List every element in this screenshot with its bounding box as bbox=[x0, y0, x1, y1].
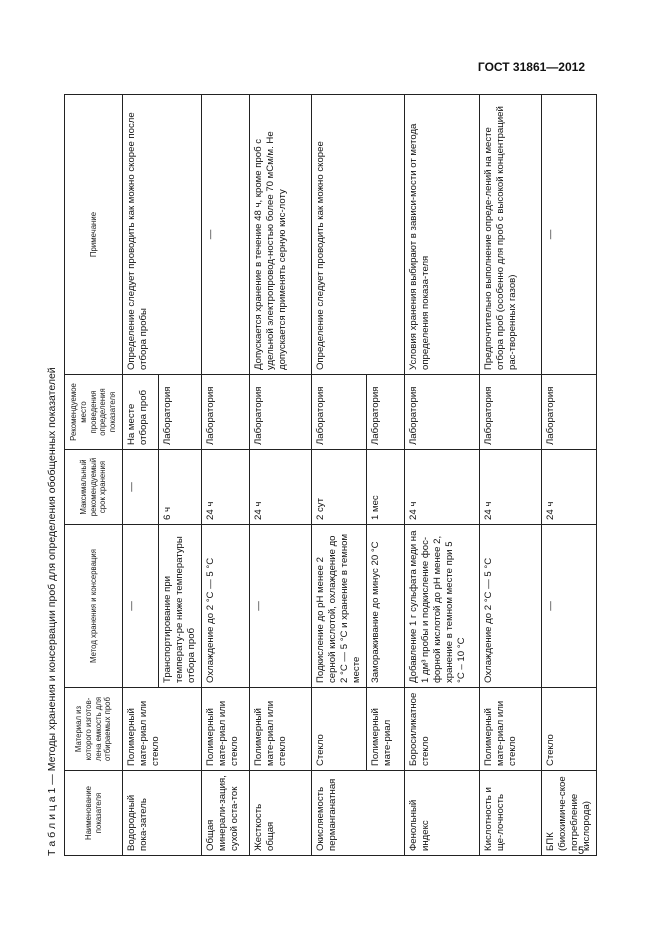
cell-material: Боросиликатное стекло bbox=[404, 688, 479, 771]
cell-material: Полимерный мате-риал или стекло bbox=[249, 688, 311, 771]
header-method: Метод хранения и консервация bbox=[65, 525, 123, 688]
table-row bbox=[123, 95, 159, 856]
cell-term: — bbox=[123, 450, 159, 525]
cell-name: Водородный пока-затель bbox=[123, 771, 202, 856]
cell-name: Кислотность и ще-лочность bbox=[479, 771, 541, 856]
header-place: Рекомендуемое место проведения определения показателя bbox=[65, 375, 123, 450]
cell-material: Полимерный мате-риал или стекло bbox=[479, 688, 541, 771]
table-header-row bbox=[65, 95, 123, 856]
cell-term: 1 мес bbox=[366, 450, 404, 525]
header-term: Максимальный рекомендуемый срок хранения bbox=[65, 450, 123, 525]
table-row bbox=[201, 95, 249, 856]
cell-material: Стекло bbox=[541, 688, 596, 771]
rotated-table-block bbox=[46, 95, 592, 856]
storage-methods-table bbox=[64, 94, 597, 856]
cell-method: — bbox=[123, 525, 159, 688]
table-row bbox=[404, 95, 479, 856]
cell-note: — bbox=[541, 95, 596, 375]
header-note: Примечание bbox=[65, 95, 123, 375]
table-row bbox=[311, 95, 366, 856]
cell-term: 24 ч bbox=[249, 450, 311, 525]
table-row bbox=[541, 95, 596, 856]
page-number: 5 bbox=[578, 845, 585, 857]
table-row bbox=[249, 95, 311, 856]
cell-method: Транспортирование при температу-ре ниже температуры отбора проб bbox=[159, 525, 202, 688]
cell-place: Лаборатория bbox=[479, 375, 541, 450]
cell-material: Полимерный мате-риал или стекло bbox=[201, 688, 249, 771]
cell-note: — bbox=[201, 95, 249, 375]
cell-place: Лаборатория bbox=[249, 375, 311, 450]
table-caption: Т а б л и ц а 1 — Методы хранения и консервации проб для определения обобщенных показателей bbox=[46, 367, 58, 856]
cell-place: На месте отбора проб bbox=[123, 375, 159, 450]
cell-name: Фенольный индекс bbox=[404, 771, 479, 856]
cell-note: Допускается хранение в течение 48 ч, кроме проб с удельной электропровод-ностью более 70 мСм/м. Не допускается применять серную кис-лоту bbox=[249, 95, 311, 375]
cell-place: Лаборатория bbox=[159, 375, 202, 450]
cell-method: Охлаждение до 2 °С — 5 °С bbox=[479, 525, 541, 688]
cell-note: Определение следует проводить как можно скорее bbox=[311, 95, 404, 375]
cell-name: Жесткость общая bbox=[249, 771, 311, 856]
cell-method: Охлаждение до 2 °С — 5 °С bbox=[201, 525, 249, 688]
cell-term: 24 ч bbox=[541, 450, 596, 525]
cell-material: Полимерный мате-риал bbox=[366, 688, 404, 771]
cell-place: Лаборатория bbox=[366, 375, 404, 450]
cell-name: Окисляемость перманганатная bbox=[311, 771, 404, 856]
cell-method: — bbox=[541, 525, 596, 688]
standard-number: ГОСТ 31861—2012 bbox=[477, 60, 585, 74]
cell-place: Лаборатория bbox=[201, 375, 249, 450]
cell-place: Лаборатория bbox=[541, 375, 596, 450]
cell-name: Общая минерали-зация, сухой оста-ток bbox=[201, 771, 249, 856]
cell-note: Условия хранения выбирают в зависи-мости от метода определения показа-теля bbox=[404, 95, 479, 375]
cell-method: — bbox=[249, 525, 311, 688]
cell-place: Лаборатория bbox=[311, 375, 366, 450]
cell-term: 24 ч bbox=[404, 450, 479, 525]
cell-name: БПК (биохимиче-ское потребление кислорода) bbox=[541, 771, 596, 856]
header-indicator: Наименование показателя bbox=[65, 771, 123, 856]
cell-method: Замораживание до минус 20 °С bbox=[366, 525, 404, 688]
cell-term: 6 ч bbox=[159, 450, 202, 525]
cell-term: 24 ч bbox=[201, 450, 249, 525]
header-material: Материал из которого изготов-лена емкость для отбираемых проб bbox=[65, 688, 123, 771]
cell-term: 24 ч bbox=[479, 450, 541, 525]
cell-place: Лаборатория bbox=[404, 375, 479, 450]
cell-material: Полимерный мате-риал или стекло bbox=[123, 688, 202, 771]
table-row bbox=[479, 95, 541, 856]
cell-term: 2 сут bbox=[311, 450, 366, 525]
cell-method: Подкисление до рН менее 2 серной кислотой, охлаждение до 2 °С — 5 °С и хранение в темном месте bbox=[311, 525, 366, 688]
cell-material: Стекло bbox=[311, 688, 366, 771]
cell-method: Добавление 1 г сульфата меди на 1 дм³ пробы и подкисление фос-форной кислотой до рН менее 2, хранение в темном месте при 5 °С – 10 °С bbox=[404, 525, 479, 688]
cell-note: Предпочтительно выполнение опреде-лений на месте отбора проб (особенно для проб с высокой концентрацией рас-творенных газов) bbox=[479, 95, 541, 375]
cell-note: Определение следует проводить как можно скорее после отбора пробы bbox=[123, 95, 202, 375]
